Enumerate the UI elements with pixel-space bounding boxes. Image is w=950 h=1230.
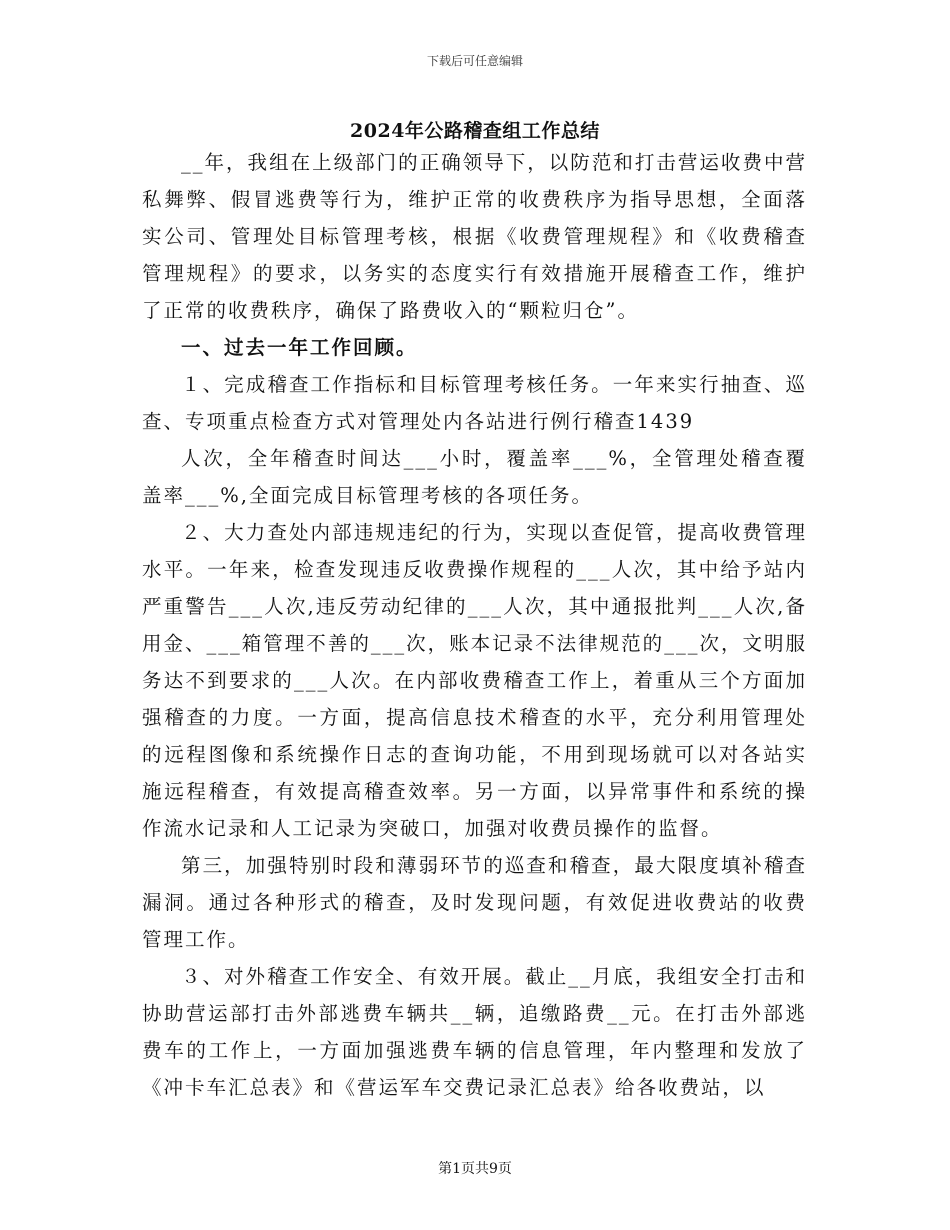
page-number: 第1页共9页 <box>438 1161 512 1177</box>
intro-paragraph: __年，我组在上级部门的正确领导下，以防范和打击营运收费中营私舞弊、假冒逃费等行为，维护正常的收费秩序为指导思想，全面落实公司、管理处目标管理考核，根据《收费管理规程》和《收费稽查管理规程》的要求，以务实的态度实行有效措施开展稽查工作，维护了正常的收费秩序，确保了路费收入的“颗粒归仓”。 <box>142 151 807 322</box>
document-body <box>142 144 807 1106</box>
download-editable-note: 下载后可任意编辑 <box>426 54 523 68</box>
item-1-paragraph: １、完成稽查工作指标和目标管理考核任务。一年来实行抽查、巡查、专项重点检查方式对管理处内各站进行例行稽查1439 <box>142 373 807 433</box>
item-2-paragraph: ２、大力查处内部违规违纪的行为，实现以查促管，提高收费管理水平。一年来，检查发现违反收费操作规程的___人次，其中给予站内严重警告___人次,违反劳动纪律的___人次，其中通报批判___人次,备用金、___箱管理不善的___次，账本记录不法律规范的___次，文明服务达不到要求的___人次。在内部收费稽查工作上，着重从三个方面加强稽查的力度。一方面，提高信息技术稽查的水平，充分利用管理处的远程图像和系统操作日志的查询功能，不用到现场就可以对各站实施远程稽查，有效提高稽查效率。另一方面，以异常事件和系统的操作流水记录和人工记录为突破口，加强对收费员操作的监督。 <box>142 521 807 840</box>
section-heading-review: 一、过去一年工作回顾。 <box>181 336 418 359</box>
third-aspect-paragraph: 第三，加强特别时段和薄弱环节的巡查和稽查，最大限度填补稽查漏洞。通过各种形式的稽查，及时发现问题，有效促进收费站的收费管理工作。 <box>142 854 807 951</box>
item-3-paragraph: ３、对外稽查工作安全、有效开展。截止__月底，我组安全打击和协助营运部打击外部逃费车辆共__辆，追缴路费__元。在打击外部逃费车的工作上，一方面加强逃费车辆的信息管理，年内整理和发放了《冲卡车汇总表》和《营运军车交费记录汇总表》给各收费站，以 <box>142 965 807 1099</box>
item-1-continuation-paragraph: 人次，全年稽查时间达___小时，覆盖率___%，全管理处稽查覆盖率___%,全面完成目标管理考核的各项任务。 <box>142 447 807 507</box>
document-title: 2024年公路稽查组工作总结 <box>350 120 600 142</box>
